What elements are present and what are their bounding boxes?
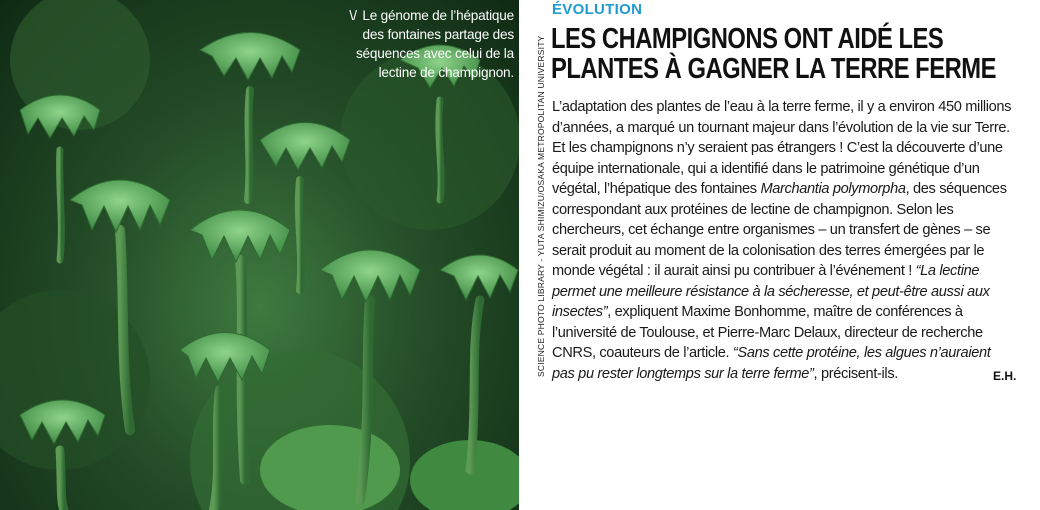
photo-caption bbox=[336, 6, 514, 82]
article-paragraph bbox=[552, 97, 1017, 384]
body-part-1: L’adaptation des plantes de l’eau à la terre ferme, il y a environ 450 millions d’années, a marqué un tournant majeur dans l’évolution de la vie sur Terre. Et les champignons n’y seraient pas étrangers ! C’est la découverte d’une équipe internationale, qui a identifié dans le patrimoine génétique d’un végétal, l’hépatique des fontaines bbox=[552, 99, 1012, 197]
species-name: Marchantia polymorpha bbox=[760, 181, 906, 197]
body-part-3: , expliquent Maxime Bonhomme, maître de conférences à l’université de Toulouse, et Pierre-Marc Delaux, directeur de recherche CNRS, coauteurs de l’article. bbox=[552, 304, 983, 361]
quote-2: “Sans cette protéine, les algues n’auraient pas pu rester longtemps sur la terre ferme” bbox=[552, 345, 991, 382]
quote-1: “La lectine permet une meilleure résistance à la sécheresse, et peut-être aussi aux insectes” bbox=[552, 263, 990, 320]
body-part-2: , des séquences correspondant aux protéines de lectine de champignon. Selon les chercheurs, cet échange entre organismes – un transfert de gènes – se serait produit au moment de la colonisation des terres émergées par le monde végétal : il aurait ainsi pu contribuer à l’événement ! bbox=[552, 181, 1007, 279]
caption-text: Le génome de l’hépatique des fontaines partage des séquences avec celui de la lectine de champignon. bbox=[355, 8, 514, 80]
photo-credit: SCIENCE PHOTO LIBRARY - YUTA SHIMIZU/OSAKA METROPOLITAN UNIVERSITY bbox=[536, 35, 546, 377]
caption-marker: \/ bbox=[349, 7, 357, 23]
author-initials: E.H. bbox=[993, 369, 1017, 383]
article-headline: LES CHAMPIGNONS ONT AIDÉ LES PLANTES À GAGNER LA TERRE FERME bbox=[551, 23, 996, 85]
marchantia-photo bbox=[0, 0, 519, 510]
body-part-4: , précisent-ils. bbox=[813, 365, 898, 382]
section-rubric: ÉVOLUTION bbox=[552, 1, 643, 18]
article-body bbox=[552, 97, 1017, 384]
